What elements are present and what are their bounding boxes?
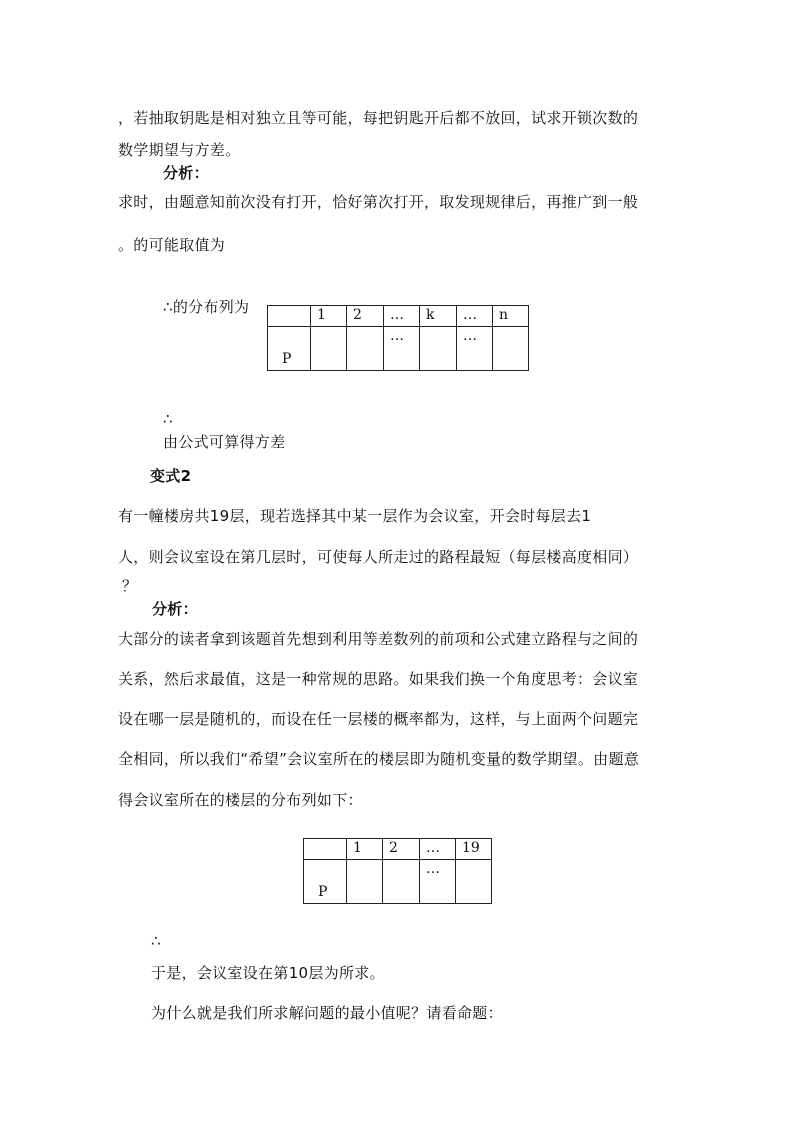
distribution-table-2 — [303, 838, 492, 904]
text-line: ∴ — [151, 932, 161, 950]
table-cell: … — [384, 327, 420, 371]
text-line: 为什么就是我们所求解问题的最小值呢？请看命题： — [151, 1004, 503, 1022]
text-line: ∴ — [163, 410, 173, 428]
text-line: 人，则会议室设在第几层时，可使每人所走过的路程最短（每层楼高度相同） — [118, 548, 639, 566]
table-cell: 2 — [383, 839, 420, 860]
section-heading: 分析： — [163, 164, 209, 182]
table-cell — [420, 327, 457, 371]
table-cell — [383, 860, 420, 904]
table-cell — [311, 327, 347, 371]
table-cell: … — [420, 839, 456, 860]
table-cell: 1 — [311, 306, 347, 327]
table-cell: P — [268, 327, 311, 371]
text-line: 于是，会议室设在第10层为所求。 — [151, 964, 385, 982]
table-cell: k — [420, 306, 457, 327]
table-cell — [347, 327, 384, 371]
text-line: 由公式可算得方差 — [163, 433, 286, 451]
text-line: ∴的分布列为 — [163, 298, 250, 316]
table-cell: … — [384, 306, 420, 327]
table-cell: 1 — [347, 839, 383, 860]
text-line: 有一幢楼房共19层，现若选择其中某一层作为会议室，开会时每层去1 — [118, 507, 592, 525]
text-line: ，若抽取钥匙是相对独立且等可能，每把钥匙开后都不放回，试求开锁次数的 — [118, 109, 639, 127]
text-line: 全相同，所以我们“希望”会议室所在的楼层即为随机变量的数学期望。由题意 — [118, 750, 640, 768]
table-cell: … — [457, 306, 493, 327]
table-cell: … — [420, 860, 456, 904]
table-cell: 19 — [456, 839, 492, 860]
distribution-table-1 — [267, 305, 529, 371]
text-line: 求时，由题意知前次没有打开，恰好第次打开，取发现规律后，再推广到一般 — [118, 193, 639, 211]
table-cell — [268, 306, 311, 327]
table-cell: … — [457, 327, 493, 371]
text-line: 得会议室所在的楼层的分布列如下： — [118, 791, 363, 809]
text-line: 数学期望与方差。 — [118, 141, 241, 159]
section-heading: 变式2 — [150, 467, 192, 485]
table-cell: P — [304, 860, 347, 904]
table-cell — [304, 839, 347, 860]
section-heading: 分析： — [152, 600, 198, 618]
text-line: 关系，然后求最值，这是一种常规的思路。如果我们换一个角度思考：会议室 — [118, 670, 639, 688]
table-cell — [493, 327, 529, 371]
text-line: 。的可能取值为 — [118, 236, 226, 254]
text-line: 大部分的读者拿到该题首先想到利用等差数列的前项和公式建立路程与之间的 — [118, 630, 639, 648]
table-cell: n — [493, 306, 529, 327]
table-cell: 2 — [347, 306, 384, 327]
text-line: ？ — [122, 577, 138, 595]
text-line: 设在哪一层是随机的，而设在任一层楼的概率都为，这样，与上面两个问题完 — [118, 710, 639, 728]
table-cell — [347, 860, 383, 904]
table-cell — [456, 860, 492, 904]
